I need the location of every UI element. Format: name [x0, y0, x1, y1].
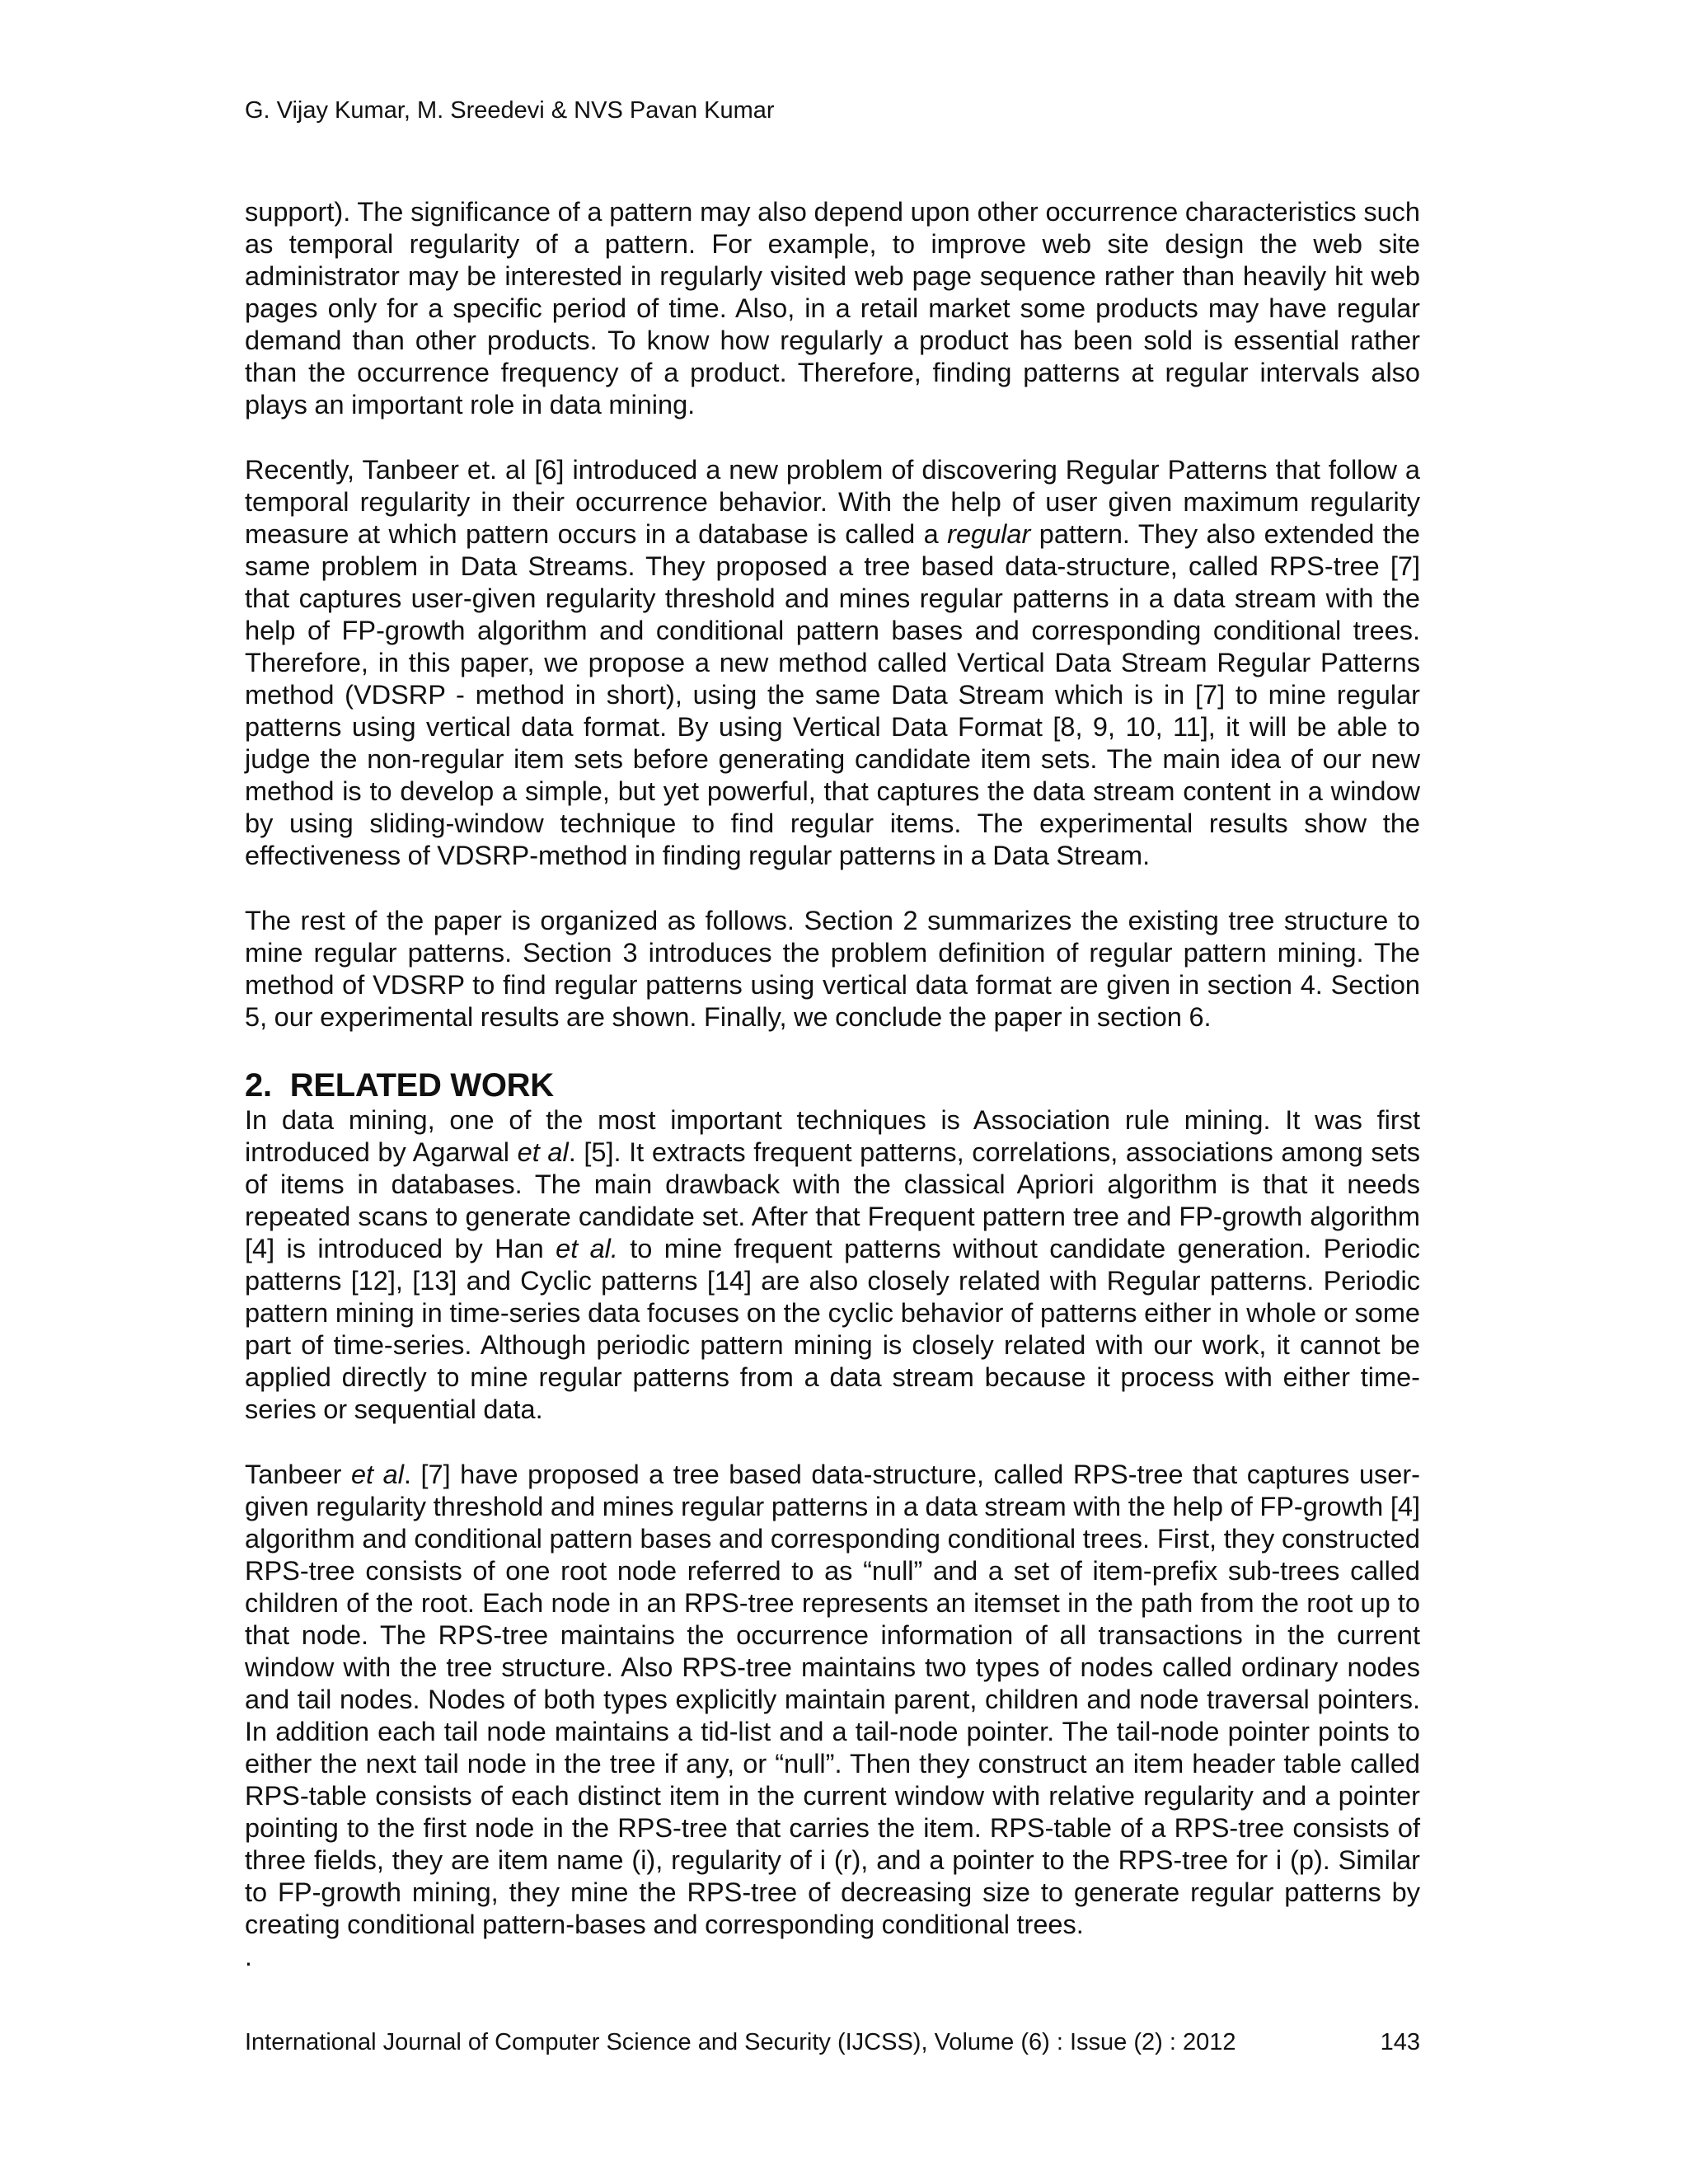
running-header-authors: G. Vijay Kumar, M. Sreedevi & NVS Pavan Kumar [245, 97, 775, 124]
footer-journal-citation: International Journal of Computer Science and Security (IJCSS), Volume (6) : Issue (2) : 2012 [245, 2029, 1236, 2055]
stray-dot: . [245, 1942, 252, 1971]
page-number: 143 [1380, 2029, 1420, 2055]
paragraph-5-text-a: Tanbeer [245, 1460, 351, 1489]
paragraph-1: support). The significance of a pattern may also depend upon other occurrence characteristics such as temporal regularity of a pattern. For example, to improve web site design the web site administrator may be interested in regularly visited web page sequence rather than heavily hit web pages only for a specific period of time. Also, in a retail market some products may have regular demand than other products. To know how regularly a product has been sold is essential rather than the occurrence frequency of a product. Therefore, finding patterns at regular intervals also plays an important role in data mining. [245, 197, 1420, 419]
paragraph-4-text-c: to mine frequent patterns without candidate generation. Periodic patterns [12], [13] and Cyclic patterns [14] are also closely related with Regular patterns. Periodic pattern mining in time-series data focuses on the cyclic behavior of patterns either in whole or some part of time-series. Although periodic pattern mining is closely related with our work, it cannot be applied directly to mine regular patterns from a data stream because it process with either time-series or sequential data. [245, 1234, 1420, 1424]
section-heading [245, 1066, 1420, 1104]
paragraph-2-text-b: pattern. They also extended the same problem in Data Streams. They proposed a tree based data-structure, called RPS-tree [7] that captures user-given regularity threshold and mines regular patterns in a data stream with the help of FP-growth algorithm and conditional pattern bases and corresponding conditional trees. Therefore, in this paper, we propose a new method called Vertical Data Stream Regular Patterns method (VDSRP - method in short), using the same Data Stream which is in [7] to mine regular patterns using vertical data format. By using Vertical Data Format [8, 9, 10, 11], it will be able to judge the non-regular item sets before generating candidate item sets. The main idea of our new method is to develop a simple, but yet powerful, that captures the data stream content in a window by using sliding-window technique to find regular items. The experimental results show the effectiveness of VDSRP-method in finding regular patterns in a Data Stream. [245, 519, 1420, 870]
paragraph-3: The rest of the paper is organized as follows. Section 2 summarizes the existing tree structure to mine regular patterns. Section 3 introduces the problem definition of regular pattern mining. The method of VDSRP to find regular patterns using vertical data format are given in section 4. Section 5, our experimental results are shown. Finally, we conclude the paper in section 6. [245, 906, 1420, 1032]
paragraph-2-emphasis: regular [947, 519, 1031, 549]
section-title: RELATED WORK [289, 1067, 554, 1104]
paragraph-5-text-b: . [7] have proposed a tree based data-structure, called RPS-tree that captures user-given regularity threshold and mines regular patterns in a data stream with the help of FP-growth [4] algorithm and conditional pattern bases and corresponding conditional trees. First, they constructed RPS-tree consists of one root node referred to as “null” and a set of item-prefix sub-trees called children of the root. Each node in an RPS-tree represents an itemset in the path from the root up to that node. The RPS-tree maintains the occurrence information of all transactions in the current window with the tree structure. Also RPS-tree maintains two types of nodes called ordinary nodes and tail nodes. Nodes of both types explicitly maintain parent, children and node traversal pointers. In addition each tail node maintains a tid-list and a tail-node pointer. The tail-node pointer points to either the next tail node in the tree if any, or “null”. Then they construct an item header table called RPS-table consists of each distinct item in the current window with relative regularity and a pointer pointing to the first node in the RPS-tree that carries the item. RPS-table of a RPS-tree consists of three fields, they are item name (i), regularity of i (r), and a pointer to the RPS-tree for i (p). Similar to FP-growth mining, they mine the RPS-tree of decreasing size to generate regular patterns by creating conditional pattern-bases and corresponding conditional trees. [245, 1460, 1421, 1939]
paragraph-5 [245, 1459, 1420, 1941]
page-footer [245, 2027, 1420, 2057]
paragraph-2 [245, 454, 1420, 872]
paragraph-4 [245, 1104, 1420, 1426]
section-number: 2. [245, 1067, 272, 1104]
paragraph-5-emphasis: et al [350, 1460, 404, 1489]
paragraph-4-text-b: . [5]. It extracts frequent patterns, correlations, associations among sets of items in databases. The main drawback with the classical Apriori algorithm is that it needs repeated scans to generate candidate set. After that Frequent pattern tree and FP-growth algorithm [4] is introduced by Han [245, 1137, 1420, 1263]
paragraph-4-text-a: In data mining, one of the most important techniques is Association rule mining. It was first introduced by Agarwal [245, 1105, 1420, 1167]
paragraph-2-text-a: Recently, Tanbeer et. al [6] introduced a new problem of discovering Regular Patterns that follow a temporal regularity in their occurrence behavior. With the help of user given maximum regularity measure at which pattern occurs in a database is called a [245, 455, 1420, 549]
paragraph-4-emphasis-1: et al [517, 1137, 569, 1167]
body-text [245, 196, 1420, 1969]
paragraph-4-emphasis-2: et al. [556, 1234, 618, 1263]
